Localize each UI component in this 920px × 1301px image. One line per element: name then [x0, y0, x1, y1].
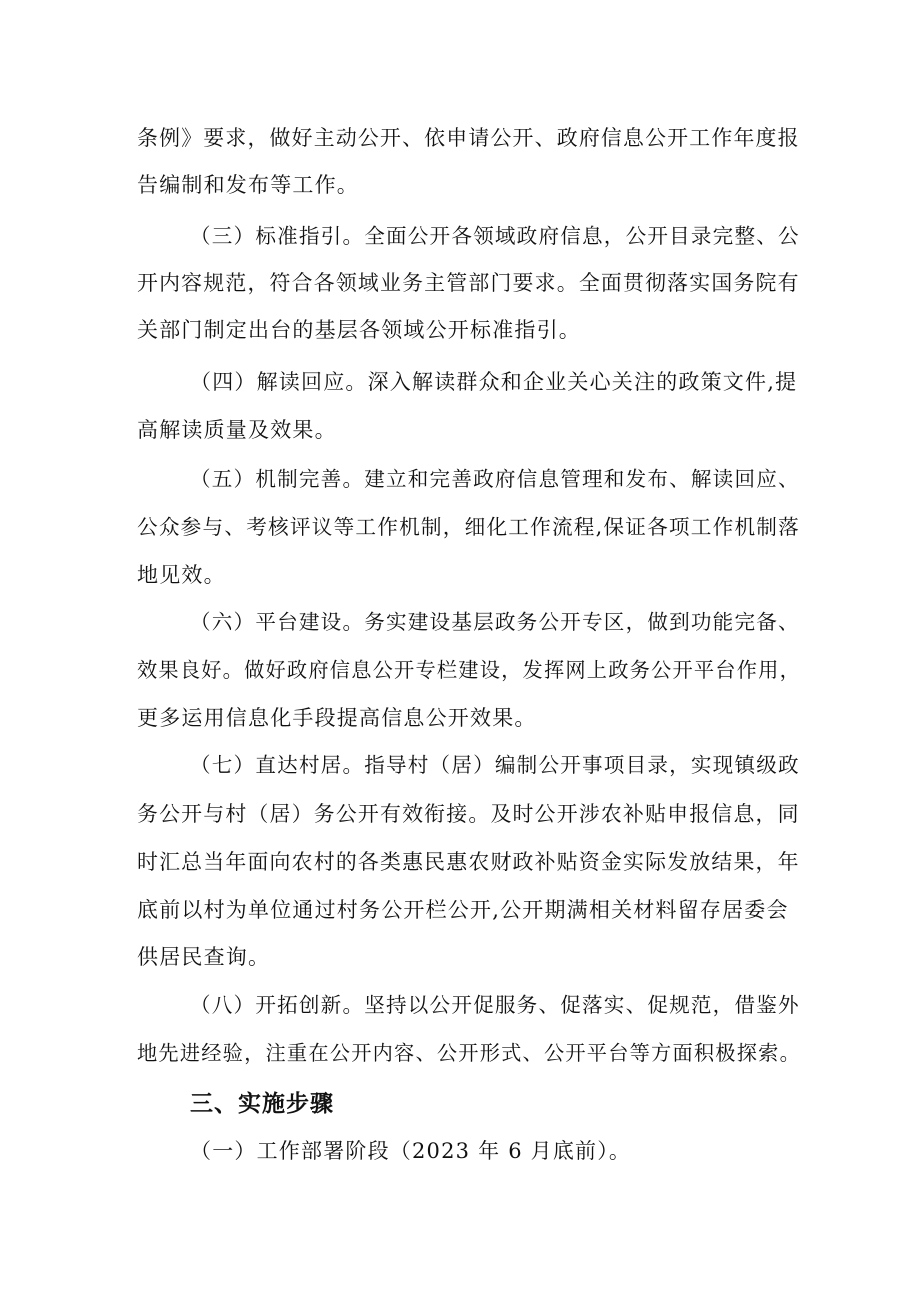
- paragraph-line: 时汇总当年面向农村的各类惠民惠农财政补贴资金实际发放结果，年: [137, 850, 800, 874]
- paragraph-line: 公众参与、考核评议等工作机制，细化工作流程,保证各项工作机制落: [137, 515, 800, 539]
- paragraph-line: （七）直达村居。指导村（居）编制公开事项目录，实现镇级政: [190, 753, 800, 777]
- paragraph-line: （一）工作部署阶段（2023 年 6 月底前）。: [190, 1139, 632, 1163]
- paragraph-line: 关部门制定出台的基层各领域公开标准指引。: [137, 318, 581, 342]
- paragraph-line: 供居民查询。: [137, 945, 271, 969]
- paragraph-line: 地先进经验，注重在公开内容、公开形式、公开平台等方面积极探索。: [137, 1041, 801, 1065]
- paragraph-line: （三）标准指引。全面公开各领域政府信息，公开目录完整、公: [190, 224, 800, 248]
- paragraph-line: （六）平台建设。务实建设基层政务公开专区，做到功能完备、: [190, 610, 800, 634]
- paragraph-line: （八）开拓创新。坚持以公开促服务、促落实、促规范，借鉴外: [190, 993, 800, 1017]
- paragraph-line: 告编制和发布等工作。: [137, 173, 359, 197]
- paragraph-line: 效果良好。做好政府信息公开专栏建设，发挥网上政务公开平台作用，: [137, 658, 801, 682]
- paragraph-line: 地见效。: [137, 563, 226, 587]
- paragraph-line: （五）机制完善。建立和完善政府信息管理和发布、解读回应、: [190, 467, 800, 491]
- paragraph-line: （四）解读回应。深入解读群众和企业关心关注的政策文件,提: [190, 370, 798, 394]
- section-heading: 三、实施步骤: [190, 1091, 334, 1117]
- paragraph-line: 更多运用信息化手段提高信息公开效果。: [137, 706, 537, 730]
- paragraph-line: 开内容规范，符合各领域业务主管部门要求。全面贯彻落实国务院有: [137, 271, 800, 295]
- paragraph-line: 条例》要求，做好主动公开、依申请公开、政府信息公开工作年度报: [137, 126, 800, 150]
- paragraph-line: 底前以村为单位通过村务公开栏公开,公开期满相关材料留存居委会: [137, 898, 789, 922]
- paragraph-line: 高解读质量及效果。: [137, 418, 337, 442]
- paragraph-line: 务公开与村（居）务公开有效衔接。及时公开涉农补贴申报信息，同: [137, 802, 800, 826]
